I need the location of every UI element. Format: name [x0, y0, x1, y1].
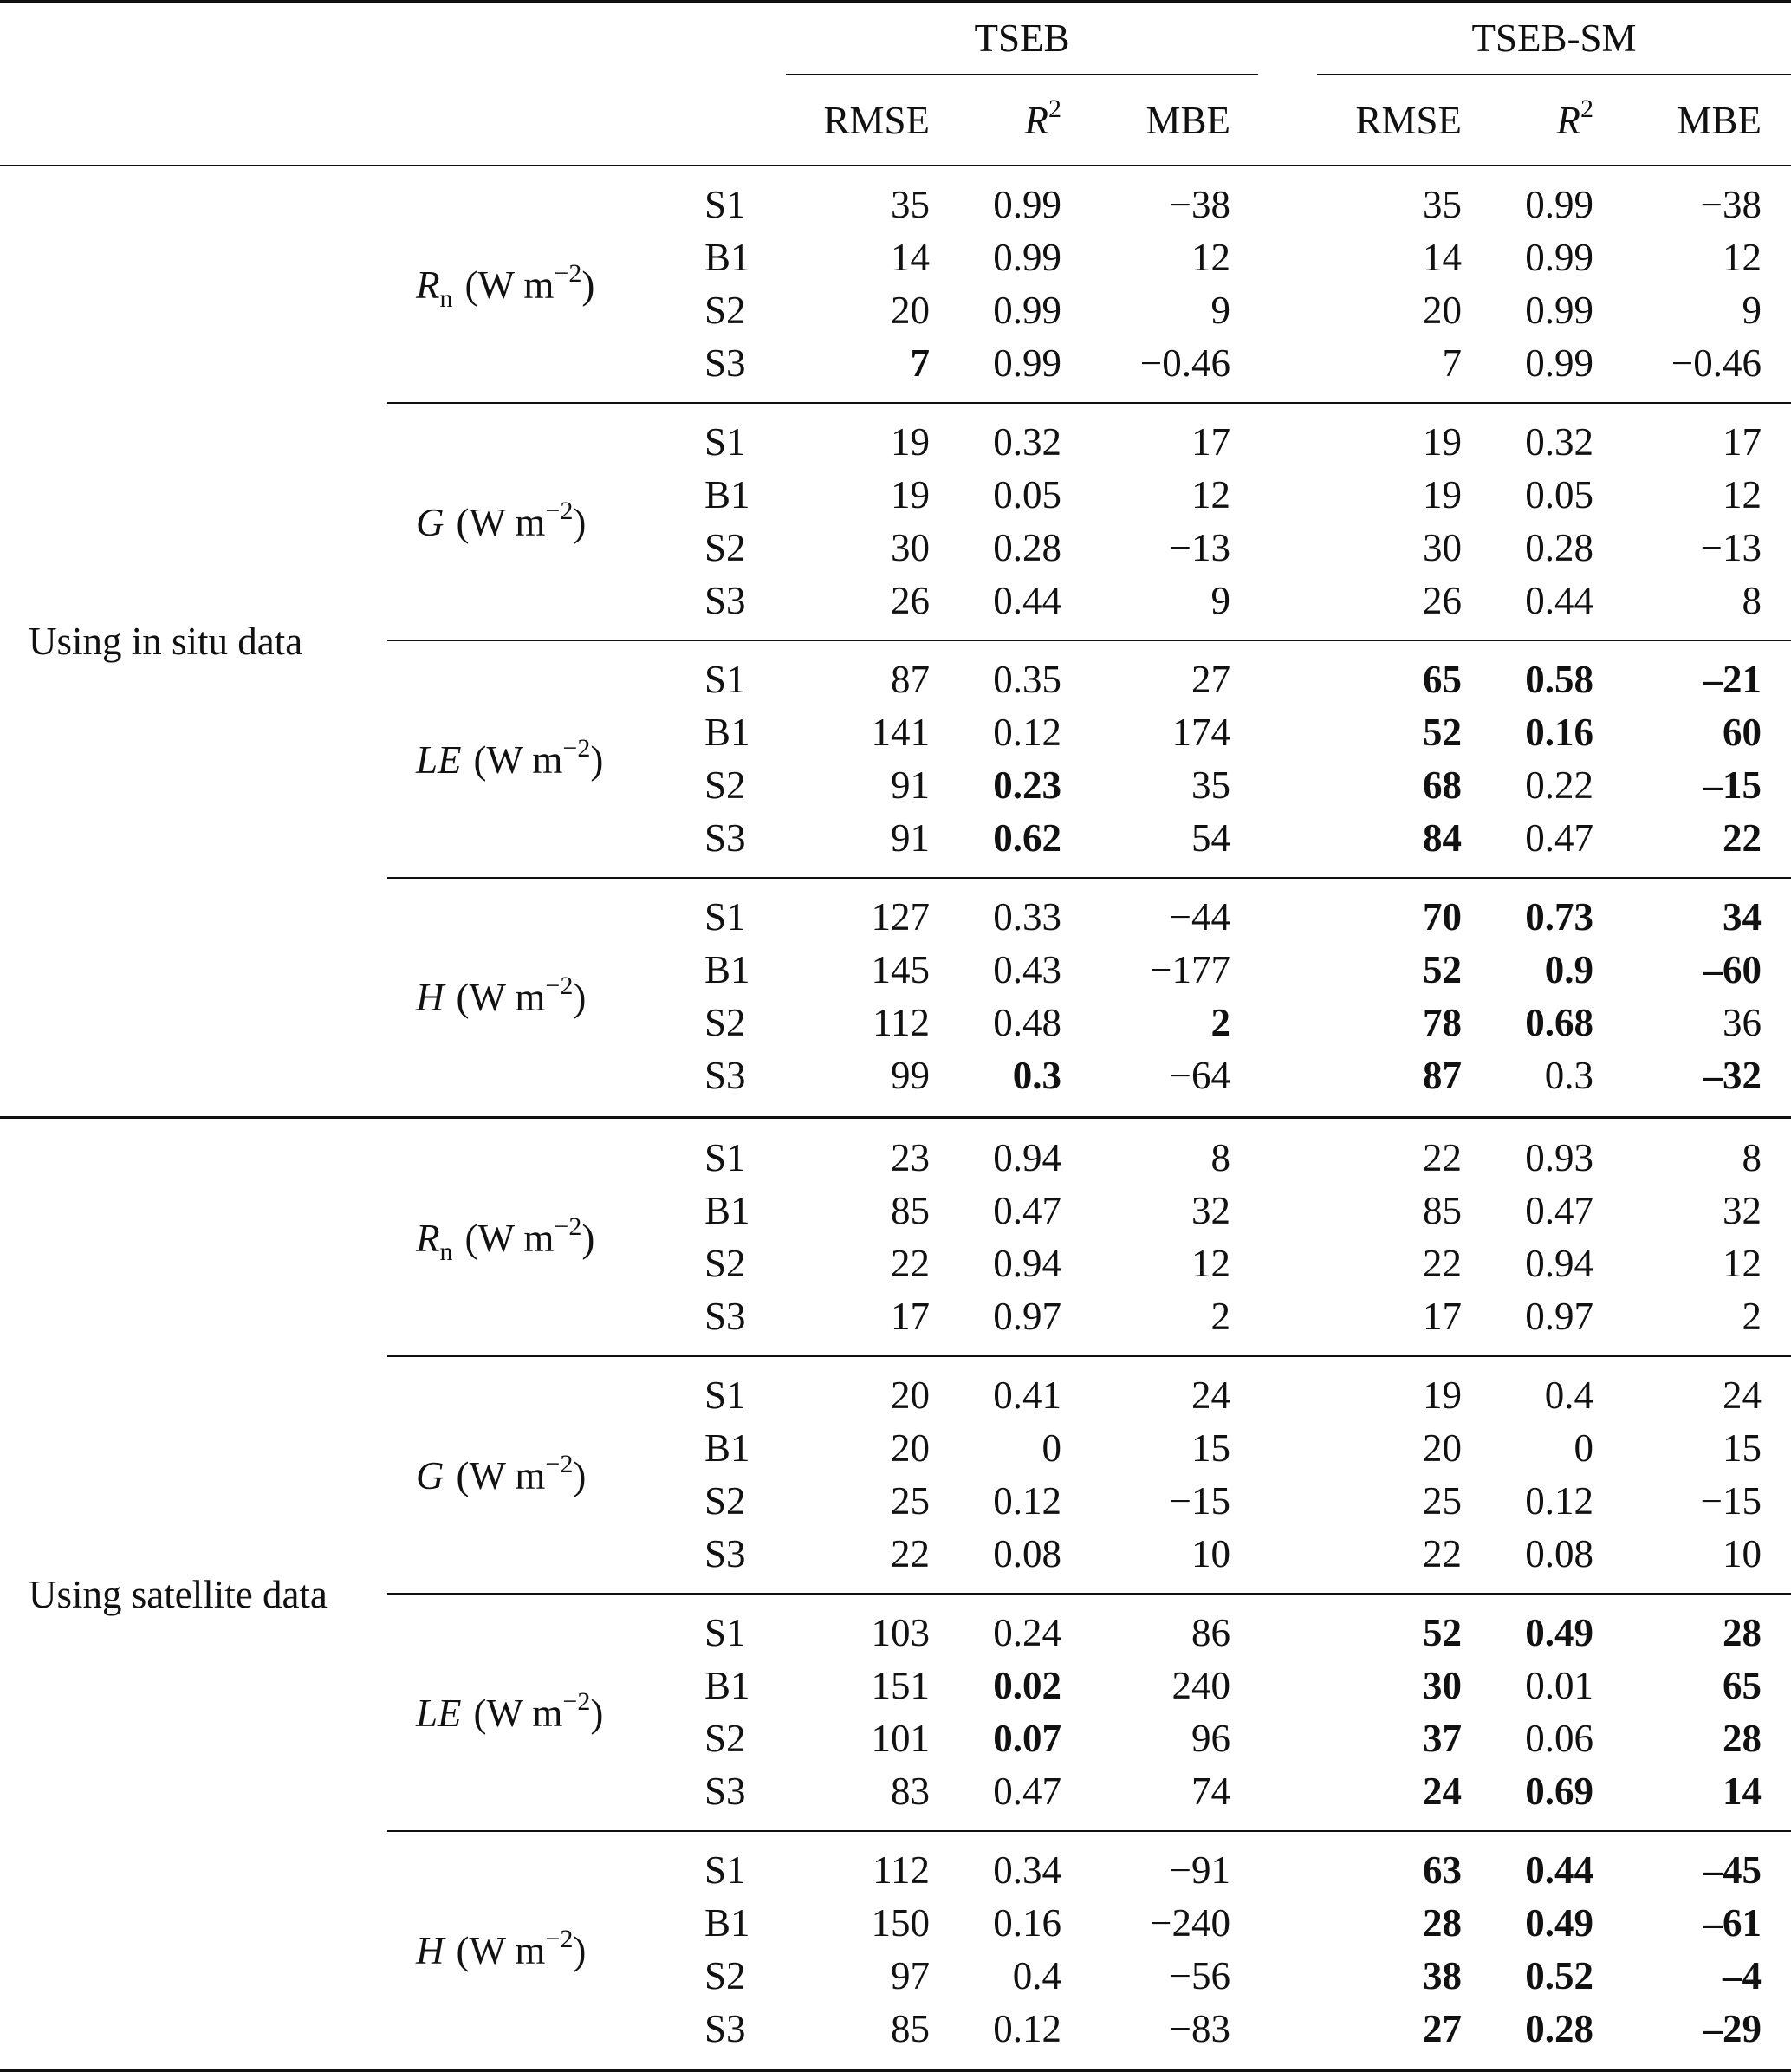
table-cell-s-mbe: 15 — [1723, 1426, 1762, 1470]
table-cell-t-mbe: 174 — [1171, 711, 1230, 754]
table-cell-s-r2: 0.69 — [1525, 1770, 1593, 1813]
table-cell-t-mbe: 12 — [1191, 236, 1230, 279]
table-cell-s-rmse: 65 — [1423, 658, 1462, 701]
table-cell-t-mbe: 17 — [1191, 420, 1230, 464]
table-cell-s-rmse: 68 — [1423, 763, 1462, 807]
variable-unit: (W m — [456, 1454, 546, 1497]
table-cell-s-r2: 0.44 — [1525, 1848, 1593, 1892]
variable-label — [416, 1687, 604, 1735]
site-label: S1 — [704, 183, 746, 226]
table-cell-s-mbe: –32 — [1703, 1054, 1762, 1097]
table-cell-s-r2: 0.32 — [1525, 420, 1593, 464]
block-divider — [387, 1593, 1791, 1595]
table-cell-t-rmse: 91 — [891, 763, 930, 807]
col-header-tseb-r2: $R^2$ — [1024, 94, 1061, 142]
variable-unit: (W m — [464, 263, 555, 307]
variable-unit: (W m — [456, 1929, 546, 1972]
table-cell-s-rmse: 22 — [1423, 1136, 1462, 1179]
table-cell-t-rmse: 85 — [891, 2007, 930, 2050]
table-cell-t-rmse: 91 — [891, 816, 930, 860]
table-cell-t-r2: 0.44 — [993, 579, 1061, 622]
table-cell-s-r2: 0.4 — [1544, 1374, 1593, 1417]
table-cell-s-r2: 0.16 — [1525, 711, 1593, 754]
table-cell-t-rmse: 99 — [891, 1054, 930, 1097]
section-label: Using satellite data — [29, 1573, 328, 1616]
table-cell-t-r2: 0.02 — [993, 1664, 1061, 1707]
site-label: B1 — [704, 236, 750, 279]
variable-unit: (W m — [473, 1692, 563, 1735]
table-cell-t-rmse: 20 — [891, 1426, 930, 1470]
table-cell-s-mbe: 65 — [1723, 1664, 1762, 1707]
table-cell-t-rmse: 112 — [873, 1848, 930, 1892]
table-cell-s-mbe: 24 — [1723, 1374, 1762, 1417]
table-cell-t-r2: 0.47 — [993, 1189, 1061, 1232]
table-cell-s-rmse: 28 — [1423, 1901, 1462, 1945]
top-rule — [0, 0, 1791, 3]
table-cell-s-mbe: 17 — [1723, 420, 1762, 464]
table-cell-t-r2: 0.97 — [993, 1295, 1061, 1338]
site-label: S2 — [704, 526, 746, 569]
site-label: S3 — [704, 579, 746, 622]
variable-unit-exponent: −2 — [545, 1925, 574, 1953]
variable-unit-exponent: −2 — [545, 497, 574, 525]
table-cell-s-r2: 0.94 — [1525, 1242, 1593, 1285]
table-cell-s-mbe: 12 — [1723, 1242, 1762, 1285]
table-cell-s-rmse: 24 — [1423, 1770, 1462, 1813]
table-cell-t-rmse: 22 — [891, 1532, 930, 1575]
site-label: S1 — [704, 420, 746, 464]
table-cell-s-mbe: 34 — [1723, 895, 1762, 939]
table-cell-s-rmse: 7 — [1442, 341, 1462, 385]
table-cell-s-r2: 0.44 — [1525, 579, 1593, 622]
table-cell-s-mbe: 8 — [1742, 1136, 1762, 1179]
table-cell-t-r2: 0.28 — [993, 526, 1061, 569]
variable-unit: (W m — [464, 1217, 555, 1260]
table-cell-t-mbe: 12 — [1191, 473, 1230, 516]
variable-label — [416, 1212, 595, 1266]
variable-subscript: n — [439, 284, 453, 313]
table-cell-t-rmse: 127 — [871, 895, 930, 939]
table-cell-s-mbe: –21 — [1703, 658, 1762, 701]
table-cell-s-rmse: 85 — [1423, 1189, 1462, 1232]
site-label: B1 — [704, 948, 750, 991]
table-cell-s-mbe: 22 — [1723, 816, 1762, 860]
table-cell-s-rmse: 20 — [1423, 1426, 1462, 1470]
site-label: S2 — [704, 1479, 746, 1523]
variable-symbol: H — [416, 976, 445, 1019]
table-cell-s-r2: 0.97 — [1525, 1295, 1593, 1338]
variable-unit-close: ) — [581, 1217, 595, 1260]
table-cell-t-r2: 0.94 — [993, 1242, 1061, 1285]
table-cell-s-rmse: 25 — [1423, 1479, 1462, 1523]
table-cell-t-r2: 0.16 — [993, 1901, 1061, 1945]
table-cell-s-mbe: –45 — [1703, 1848, 1762, 1892]
site-label: B1 — [704, 1189, 750, 1232]
table-cell-t-mbe: 8 — [1210, 1136, 1230, 1179]
table-cell-s-mbe: 32 — [1723, 1189, 1762, 1232]
table-cell-s-r2: 0.49 — [1525, 1611, 1593, 1654]
table-cell-t-mbe: 24 — [1191, 1374, 1230, 1417]
table-cell-s-rmse: 52 — [1423, 1611, 1462, 1654]
site-label: B1 — [704, 1426, 750, 1470]
col-header-tseb-mbe: MBE — [1145, 99, 1230, 142]
table-cell-t-rmse: 145 — [871, 948, 930, 991]
table-cell-t-rmse: 150 — [871, 1901, 930, 1945]
variable-unit-close: ) — [573, 1454, 587, 1497]
table-cell-t-r2: 0.4 — [1012, 1954, 1061, 1997]
table-cell-s-mbe: 12 — [1723, 473, 1762, 516]
table-cell-t-rmse: 97 — [891, 1954, 930, 1997]
block-divider — [387, 402, 1791, 404]
table-cell-t-r2: 0.08 — [993, 1532, 1061, 1575]
variable-unit-exponent: −2 — [562, 734, 591, 763]
group-header-tseb-sm: TSEB-SM — [1471, 16, 1637, 60]
table-cell-s-r2: 0.49 — [1525, 1901, 1593, 1945]
table-cell-s-rmse: 19 — [1423, 420, 1462, 464]
table-cell-t-rmse: 23 — [891, 1136, 930, 1179]
variable-label — [416, 971, 587, 1019]
table-cell-t-r2: 0.62 — [993, 816, 1061, 860]
site-label: S3 — [704, 341, 746, 385]
site-label: S1 — [704, 1136, 746, 1179]
table-cell-t-mbe: 9 — [1210, 579, 1230, 622]
table-cell-t-r2: 0.41 — [993, 1374, 1061, 1417]
block-divider — [387, 877, 1791, 879]
table-cell-s-rmse: 19 — [1423, 1374, 1462, 1417]
table-cell-t-mbe: 2 — [1210, 1295, 1230, 1338]
table-cell-t-rmse: 20 — [891, 1374, 930, 1417]
table-cell-s-rmse: 22 — [1423, 1532, 1462, 1575]
table-cell-t-r2: 0.12 — [993, 2007, 1061, 2050]
table-cell-t-rmse: 112 — [873, 1001, 930, 1044]
site-label: S2 — [704, 1001, 746, 1044]
table-cell-s-rmse: 70 — [1423, 895, 1462, 939]
table-cell-s-rmse: 30 — [1423, 1664, 1462, 1707]
table-cell-s-mbe: 2 — [1742, 1295, 1762, 1338]
site-label: S1 — [704, 1611, 746, 1654]
table-cell-s-r2: 0.28 — [1525, 526, 1593, 569]
section-divider — [0, 1116, 1791, 1119]
table-cell-t-mbe: 2 — [1210, 1001, 1230, 1044]
site-label: S2 — [704, 1717, 746, 1760]
table-cell-t-mbe: 74 — [1191, 1770, 1230, 1813]
variable-symbol: H — [416, 1929, 445, 1972]
table-cell-s-r2: 0.06 — [1525, 1717, 1593, 1760]
variable-unit-close: ) — [590, 738, 604, 782]
table-cell-s-rmse: 78 — [1423, 1001, 1462, 1044]
tseb-group-rule — [786, 74, 1258, 75]
table-cell-s-mbe: –4 — [1723, 1954, 1762, 1997]
table-cell-t-mbe: 9 — [1210, 289, 1230, 332]
table-cell-s-r2: 0.3 — [1544, 1054, 1593, 1097]
table-cell-s-r2: 0.58 — [1525, 658, 1593, 701]
variable-label — [416, 1925, 587, 1972]
table-cell-s-r2: 0.99 — [1525, 183, 1593, 226]
table-cell-s-mbe: 12 — [1723, 236, 1762, 279]
variable-unit-close: ) — [573, 976, 587, 1019]
site-label: S2 — [704, 1954, 746, 1997]
table-cell-s-r2: 0.99 — [1525, 236, 1593, 279]
site-label: S3 — [704, 1054, 746, 1097]
table-cell-s-mbe: –29 — [1703, 2007, 1762, 2050]
col-header-tseb-sm-r2: $R^2$ — [1556, 94, 1593, 142]
table-cell-t-r2: 0.94 — [993, 1136, 1061, 1179]
table-cell-t-mbe: 32 — [1191, 1189, 1230, 1232]
table-cell-s-mbe: –61 — [1703, 1901, 1762, 1945]
table-cell-t-r2: 0.23 — [993, 763, 1061, 807]
table-cell-t-r2: 0.99 — [993, 341, 1061, 385]
table-cell-t-r2: 0.05 — [993, 473, 1061, 516]
variable-unit: (W m — [456, 976, 546, 1019]
table-cell-s-rmse: 19 — [1423, 473, 1462, 516]
site-label: S2 — [704, 763, 746, 807]
table-cell-t-mbe: −177 — [1150, 948, 1230, 991]
variable-symbol: LE — [416, 738, 462, 782]
table-cell-s-mbe: 28 — [1723, 1611, 1762, 1654]
block-divider — [387, 1355, 1791, 1357]
table-cell-t-r2: 0.32 — [993, 420, 1061, 464]
table-cell-s-mbe: 10 — [1723, 1532, 1762, 1575]
variable-label — [416, 497, 587, 544]
col-header-tseb-rmse: RMSE — [823, 99, 930, 142]
table-cell-t-rmse: 83 — [891, 1770, 930, 1813]
table-cell-s-mbe: 8 — [1742, 579, 1762, 622]
table-cell-s-rmse: 26 — [1423, 579, 1462, 622]
site-label: S1 — [704, 658, 746, 701]
table-cell-s-r2: 0.68 — [1525, 1001, 1593, 1044]
table-cell-t-r2: 0.12 — [993, 1479, 1061, 1523]
table-cell-s-rmse: 35 — [1423, 183, 1462, 226]
variable-symbol: G — [416, 1454, 445, 1497]
table-cell-t-rmse: 101 — [871, 1717, 930, 1760]
variable-unit-exponent: −2 — [545, 971, 574, 1000]
variable-unit-exponent: −2 — [554, 1212, 582, 1241]
table-cell-s-mbe: 14 — [1723, 1770, 1762, 1813]
table-cell-s-r2: 0.47 — [1525, 1189, 1593, 1232]
block-divider — [387, 640, 1791, 641]
table-cell-t-mbe: 12 — [1191, 1242, 1230, 1285]
variable-unit-close: ) — [581, 263, 595, 307]
table-cell-t-mbe: 96 — [1191, 1717, 1230, 1760]
table-cell-t-r2: 0.47 — [993, 1770, 1061, 1813]
table-cell-t-rmse: 141 — [871, 711, 930, 754]
site-label: B1 — [704, 711, 750, 754]
table-cell-t-mbe: 86 — [1191, 1611, 1230, 1654]
table-cell-t-r2: 0.43 — [993, 948, 1061, 991]
site-label: S3 — [704, 1532, 746, 1575]
table-cell-s-rmse: 20 — [1423, 289, 1462, 332]
table-cell-t-r2: 0.07 — [993, 1717, 1061, 1760]
table-cell-s-rmse: 27 — [1423, 2007, 1462, 2050]
table-cell-s-rmse: 30 — [1423, 526, 1462, 569]
table-cell-s-mbe: –60 — [1703, 948, 1762, 991]
variable-symbol: LE — [416, 1692, 462, 1735]
table-cell-t-r2: 0.99 — [993, 289, 1061, 332]
block-divider — [387, 1830, 1791, 1832]
variable-symbol: R — [416, 1217, 440, 1260]
table-cell-s-mbe: 60 — [1723, 711, 1762, 754]
table-cell-t-r2: 0.34 — [993, 1848, 1061, 1892]
table-cell-t-mbe: −0.46 — [1139, 341, 1230, 385]
variable-symbol: G — [416, 501, 445, 544]
site-label: S3 — [704, 2007, 746, 2050]
table-cell-t-mbe: 10 — [1191, 1532, 1230, 1575]
table-cell-t-r2: 0.35 — [993, 658, 1061, 701]
site-label: B1 — [704, 1664, 750, 1707]
table-cell-t-rmse: 30 — [891, 526, 930, 569]
table-cell-s-mbe: −0.46 — [1671, 341, 1762, 385]
table-cell-s-rmse: 87 — [1423, 1054, 1462, 1097]
table-cell-s-mbe: –15 — [1703, 763, 1762, 807]
table-cell-s-r2: 0.22 — [1525, 763, 1593, 807]
table-cell-s-rmse: 37 — [1423, 1717, 1462, 1760]
site-label: S2 — [704, 1242, 746, 1285]
table-cell-t-rmse: 22 — [891, 1242, 930, 1285]
table-cell-s-mbe: −15 — [1700, 1479, 1762, 1523]
variable-unit: (W m — [456, 501, 546, 544]
table-cell-t-rmse: 7 — [910, 341, 930, 385]
table-cell-t-r2: 0.33 — [993, 895, 1061, 939]
table-cell-s-r2: 0 — [1574, 1426, 1593, 1470]
variable-symbol: R — [416, 263, 440, 307]
table-cell-s-r2: 0.08 — [1525, 1532, 1593, 1575]
table-cell-s-rmse: 52 — [1423, 948, 1462, 991]
variable-unit-exponent: −2 — [554, 259, 582, 288]
site-label: S3 — [704, 816, 746, 860]
table-cell-t-mbe: 35 — [1191, 763, 1230, 807]
table-cell-t-rmse: 19 — [891, 473, 930, 516]
site-label: B1 — [704, 473, 750, 516]
table-cell-t-mbe: 27 — [1191, 658, 1230, 701]
section-label: Using in situ data — [29, 620, 303, 663]
table-cell-s-r2: 0.28 — [1525, 2007, 1593, 2050]
site-label: S3 — [704, 1295, 746, 1338]
table-cell-t-rmse: 35 — [891, 183, 930, 226]
variable-unit-close: ) — [573, 501, 587, 544]
col-header-tseb-sm-mbe: MBE — [1677, 99, 1762, 142]
table-cell-s-mbe: −38 — [1700, 183, 1762, 226]
site-label: S1 — [704, 1848, 746, 1892]
site-label: B1 — [704, 1901, 750, 1945]
table-cell-s-r2: 0.99 — [1525, 341, 1593, 385]
variable-subscript: n — [439, 1237, 453, 1266]
table-cell-t-mbe: −240 — [1150, 1901, 1230, 1945]
table-cell-t-rmse: 85 — [891, 1189, 930, 1232]
group-header-tseb: TSEB — [974, 16, 1070, 60]
table-cell-t-r2: 0.99 — [993, 183, 1061, 226]
variable-unit: (W m — [473, 738, 563, 782]
variable-unit-exponent: −2 — [562, 1687, 591, 1716]
table-cell-t-r2: 0.3 — [1012, 1054, 1061, 1097]
table-cell-s-r2: 0.99 — [1525, 289, 1593, 332]
table-cell-s-mbe: 28 — [1723, 1717, 1762, 1760]
table-cell-s-mbe: −13 — [1700, 526, 1762, 569]
table-cell-s-mbe: 9 — [1742, 289, 1762, 332]
table-cell-t-mbe: −56 — [1169, 1954, 1230, 1997]
site-label: S1 — [704, 895, 746, 939]
table-cell-t-r2: 0 — [1042, 1426, 1061, 1470]
table-cell-s-r2: 0.52 — [1525, 1954, 1593, 1997]
table-cell-s-r2: 0.73 — [1525, 895, 1593, 939]
table-cell-t-rmse: 87 — [891, 658, 930, 701]
tseb-sm-group-rule — [1317, 74, 1791, 75]
variable-label — [416, 1450, 587, 1497]
table-cell-s-r2: 0.05 — [1525, 473, 1593, 516]
header-bottom-rule — [0, 165, 1791, 166]
variable-unit-exponent: −2 — [545, 1450, 574, 1478]
table-cell-t-r2: 0.12 — [993, 711, 1061, 754]
table-cell-s-r2: 0.01 — [1525, 1664, 1593, 1707]
table-cell-s-r2: 0.47 — [1525, 816, 1593, 860]
table-cell-s-rmse: 17 — [1423, 1295, 1462, 1338]
table-cell-s-rmse: 14 — [1423, 236, 1462, 279]
variable-label — [416, 259, 595, 313]
table-cell-s-r2: 0.9 — [1544, 948, 1593, 991]
table-cell-t-rmse: 20 — [891, 289, 930, 332]
table-cell-s-rmse: 22 — [1423, 1242, 1462, 1285]
table-cell-t-rmse: 103 — [871, 1611, 930, 1654]
table-cell-t-r2: 0.99 — [993, 236, 1061, 279]
table-cell-t-mbe: 54 — [1191, 816, 1230, 860]
table-cell-t-rmse: 26 — [891, 579, 930, 622]
table-cell-t-mbe: −38 — [1169, 183, 1230, 226]
col-header-tseb-sm-rmse: RMSE — [1355, 99, 1462, 142]
table-cell-t-mbe: 240 — [1171, 1664, 1230, 1707]
table-cell-s-rmse: 38 — [1423, 1954, 1462, 1997]
table-cell-t-rmse: 151 — [871, 1664, 930, 1707]
table-cell-t-mbe: −91 — [1169, 1848, 1230, 1892]
table-cell-t-mbe: −13 — [1169, 526, 1230, 569]
table-cell-t-rmse: 25 — [891, 1479, 930, 1523]
site-label: S1 — [704, 1374, 746, 1417]
table-cell-t-mbe: 15 — [1191, 1426, 1230, 1470]
table-cell-t-mbe: −15 — [1169, 1479, 1230, 1523]
variable-unit-close: ) — [590, 1692, 604, 1735]
table-cell-s-mbe: 36 — [1723, 1001, 1762, 1044]
table-cell-s-r2: 0.93 — [1525, 1136, 1593, 1179]
table-cell-t-rmse: 14 — [891, 236, 930, 279]
site-label: S2 — [704, 289, 746, 332]
table-cell-s-rmse: 63 — [1423, 1848, 1462, 1892]
table-cell-t-r2: 0.48 — [993, 1001, 1061, 1044]
table-cell-t-rmse: 17 — [891, 1295, 930, 1338]
table-cell-s-rmse: 84 — [1423, 816, 1462, 860]
table-cell-t-mbe: −64 — [1169, 1054, 1230, 1097]
variable-label — [416, 734, 604, 782]
table-cell-t-rmse: 19 — [891, 420, 930, 464]
variable-unit-close: ) — [573, 1929, 587, 1972]
table-cell-t-mbe: −44 — [1169, 895, 1230, 939]
table-cell-t-mbe: −83 — [1169, 2007, 1230, 2050]
table-cell-s-r2: 0.12 — [1525, 1479, 1593, 1523]
table-cell-t-r2: 0.24 — [993, 1611, 1061, 1654]
site-label: S3 — [704, 1770, 746, 1813]
table-cell-s-rmse: 52 — [1423, 711, 1462, 754]
